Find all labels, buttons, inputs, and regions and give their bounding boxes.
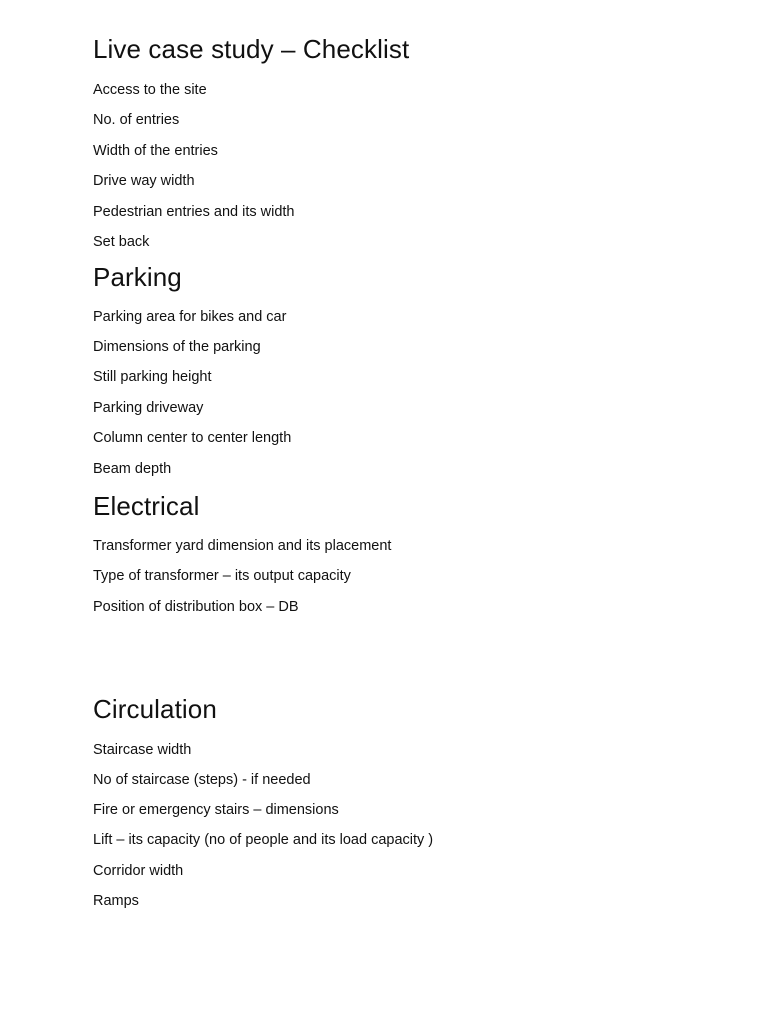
checklist-item: Staircase width [93, 742, 192, 758]
section-heading-electrical: Electrical [93, 491, 200, 521]
checklist-item: No. of entries [93, 112, 180, 128]
checklist-item: Still parking height [93, 369, 212, 385]
checklist-item: No of staircase (steps) - if needed [93, 772, 311, 788]
checklist-item: Position of distribution box – DB [93, 599, 299, 615]
checklist-item: Set back [93, 234, 150, 250]
document-page [93, 0, 713, 1024]
checklist-item: Parking area for bikes and car [93, 309, 287, 325]
checklist-item: Dimensions of the parking [93, 339, 261, 355]
checklist-item: Beam depth [93, 461, 172, 477]
checklist-item: Width of the entries [93, 143, 218, 159]
checklist-item: Drive way width [93, 173, 195, 189]
checklist-item: Ramps [93, 893, 139, 909]
checklist-item: Parking driveway [93, 400, 204, 416]
checklist-item: Pedestrian entries and its width [93, 204, 295, 220]
section-heading-parking: Parking [93, 262, 182, 292]
checklist-item: Lift – its capacity (no of people and its load capacity ) [93, 832, 434, 848]
checklist-item: Column center to center length [93, 430, 292, 446]
checklist-item: Corridor width [93, 863, 184, 879]
checklist-item: Transformer yard dimension and its placement [93, 538, 392, 554]
checklist-item: Type of transformer – its output capacity [93, 568, 351, 584]
section-heading-circulation: Circulation [93, 694, 217, 724]
document-title: Live case study – Checklist [93, 34, 410, 64]
checklist-item: Access to the site [93, 82, 207, 98]
checklist-item: Fire or emergency stairs – dimensions [93, 802, 339, 818]
